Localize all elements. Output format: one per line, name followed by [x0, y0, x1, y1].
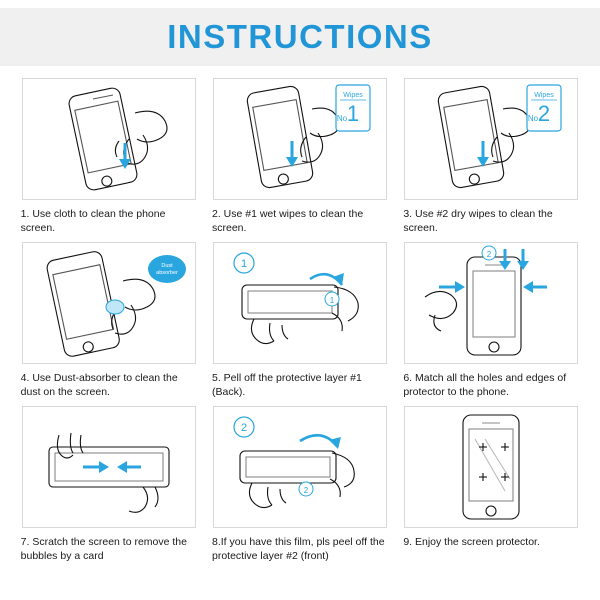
step-8-caption: 8.If you have this film, pls peel off the protective layer #2 (front) [211, 536, 385, 562]
step-3-illustration [404, 78, 578, 200]
step-3-caption: 3. Use #2 dry wipes to clean the screen. [403, 208, 553, 234]
svg-text:No: No [528, 114, 539, 123]
step-2-label-number: 1 [346, 101, 360, 126]
step-7-illustration [22, 406, 196, 528]
step-3-label-wipes: Wipes [534, 92, 555, 99]
steps-grid [16, 78, 584, 568]
step-2-label-wipes: Wipes [343, 92, 363, 99]
page-title: INSTRUCTIONS [167, 18, 433, 55]
step-4-label-dust: Dust [161, 263, 173, 269]
svg-text:2: 2 [303, 486, 309, 495]
step-item-4 [16, 242, 201, 404]
step-item-8 [207, 406, 392, 568]
step-item-6 [399, 242, 584, 404]
step-7-caption: 7. Scratch the screen to remove the bubbles by a card [20, 536, 187, 562]
step-3-label-number: 2 [538, 101, 551, 126]
step-8-illustration [213, 406, 387, 528]
step-4-illustration [22, 242, 196, 364]
step-6-caption: 6. Match all the holes and edges of protector to the phone. [403, 372, 567, 398]
step-5-badge-number: 1 [240, 258, 248, 270]
title-bar [0, 8, 600, 66]
step-9-caption: 9. Enjoy the screen protector. [403, 536, 540, 548]
step-6-badge-number: 2 [487, 250, 492, 259]
step-2-illustration [213, 78, 387, 200]
step-9-illustration [404, 406, 578, 528]
step-item-2 [207, 78, 392, 240]
step-1-illustration [22, 78, 196, 200]
step-item-3 [399, 78, 584, 240]
step-6-illustration [404, 242, 578, 364]
step-5-illustration [213, 242, 387, 364]
step-2-caption: 2. Use #1 wet wipes to clean the screen. [211, 208, 364, 234]
step-item-5 [207, 242, 392, 404]
step-5-caption: 5. Pell off the protective layer #1 (Back). [211, 372, 362, 398]
step-1-caption: 1. Use cloth to clean the phone screen. [20, 208, 166, 234]
step-item-7 [16, 406, 201, 568]
svg-text:absorber: absorber [155, 270, 178, 276]
svg-text:1: 1 [329, 296, 335, 305]
step-item-9 [399, 406, 584, 568]
step-4-caption: 4. Use Dust-absorber to clean the dust on the screen. [20, 372, 178, 398]
svg-text:No: No [336, 114, 348, 123]
step-8-badge-number: 2 [240, 422, 248, 434]
step-item-1 [16, 78, 201, 240]
